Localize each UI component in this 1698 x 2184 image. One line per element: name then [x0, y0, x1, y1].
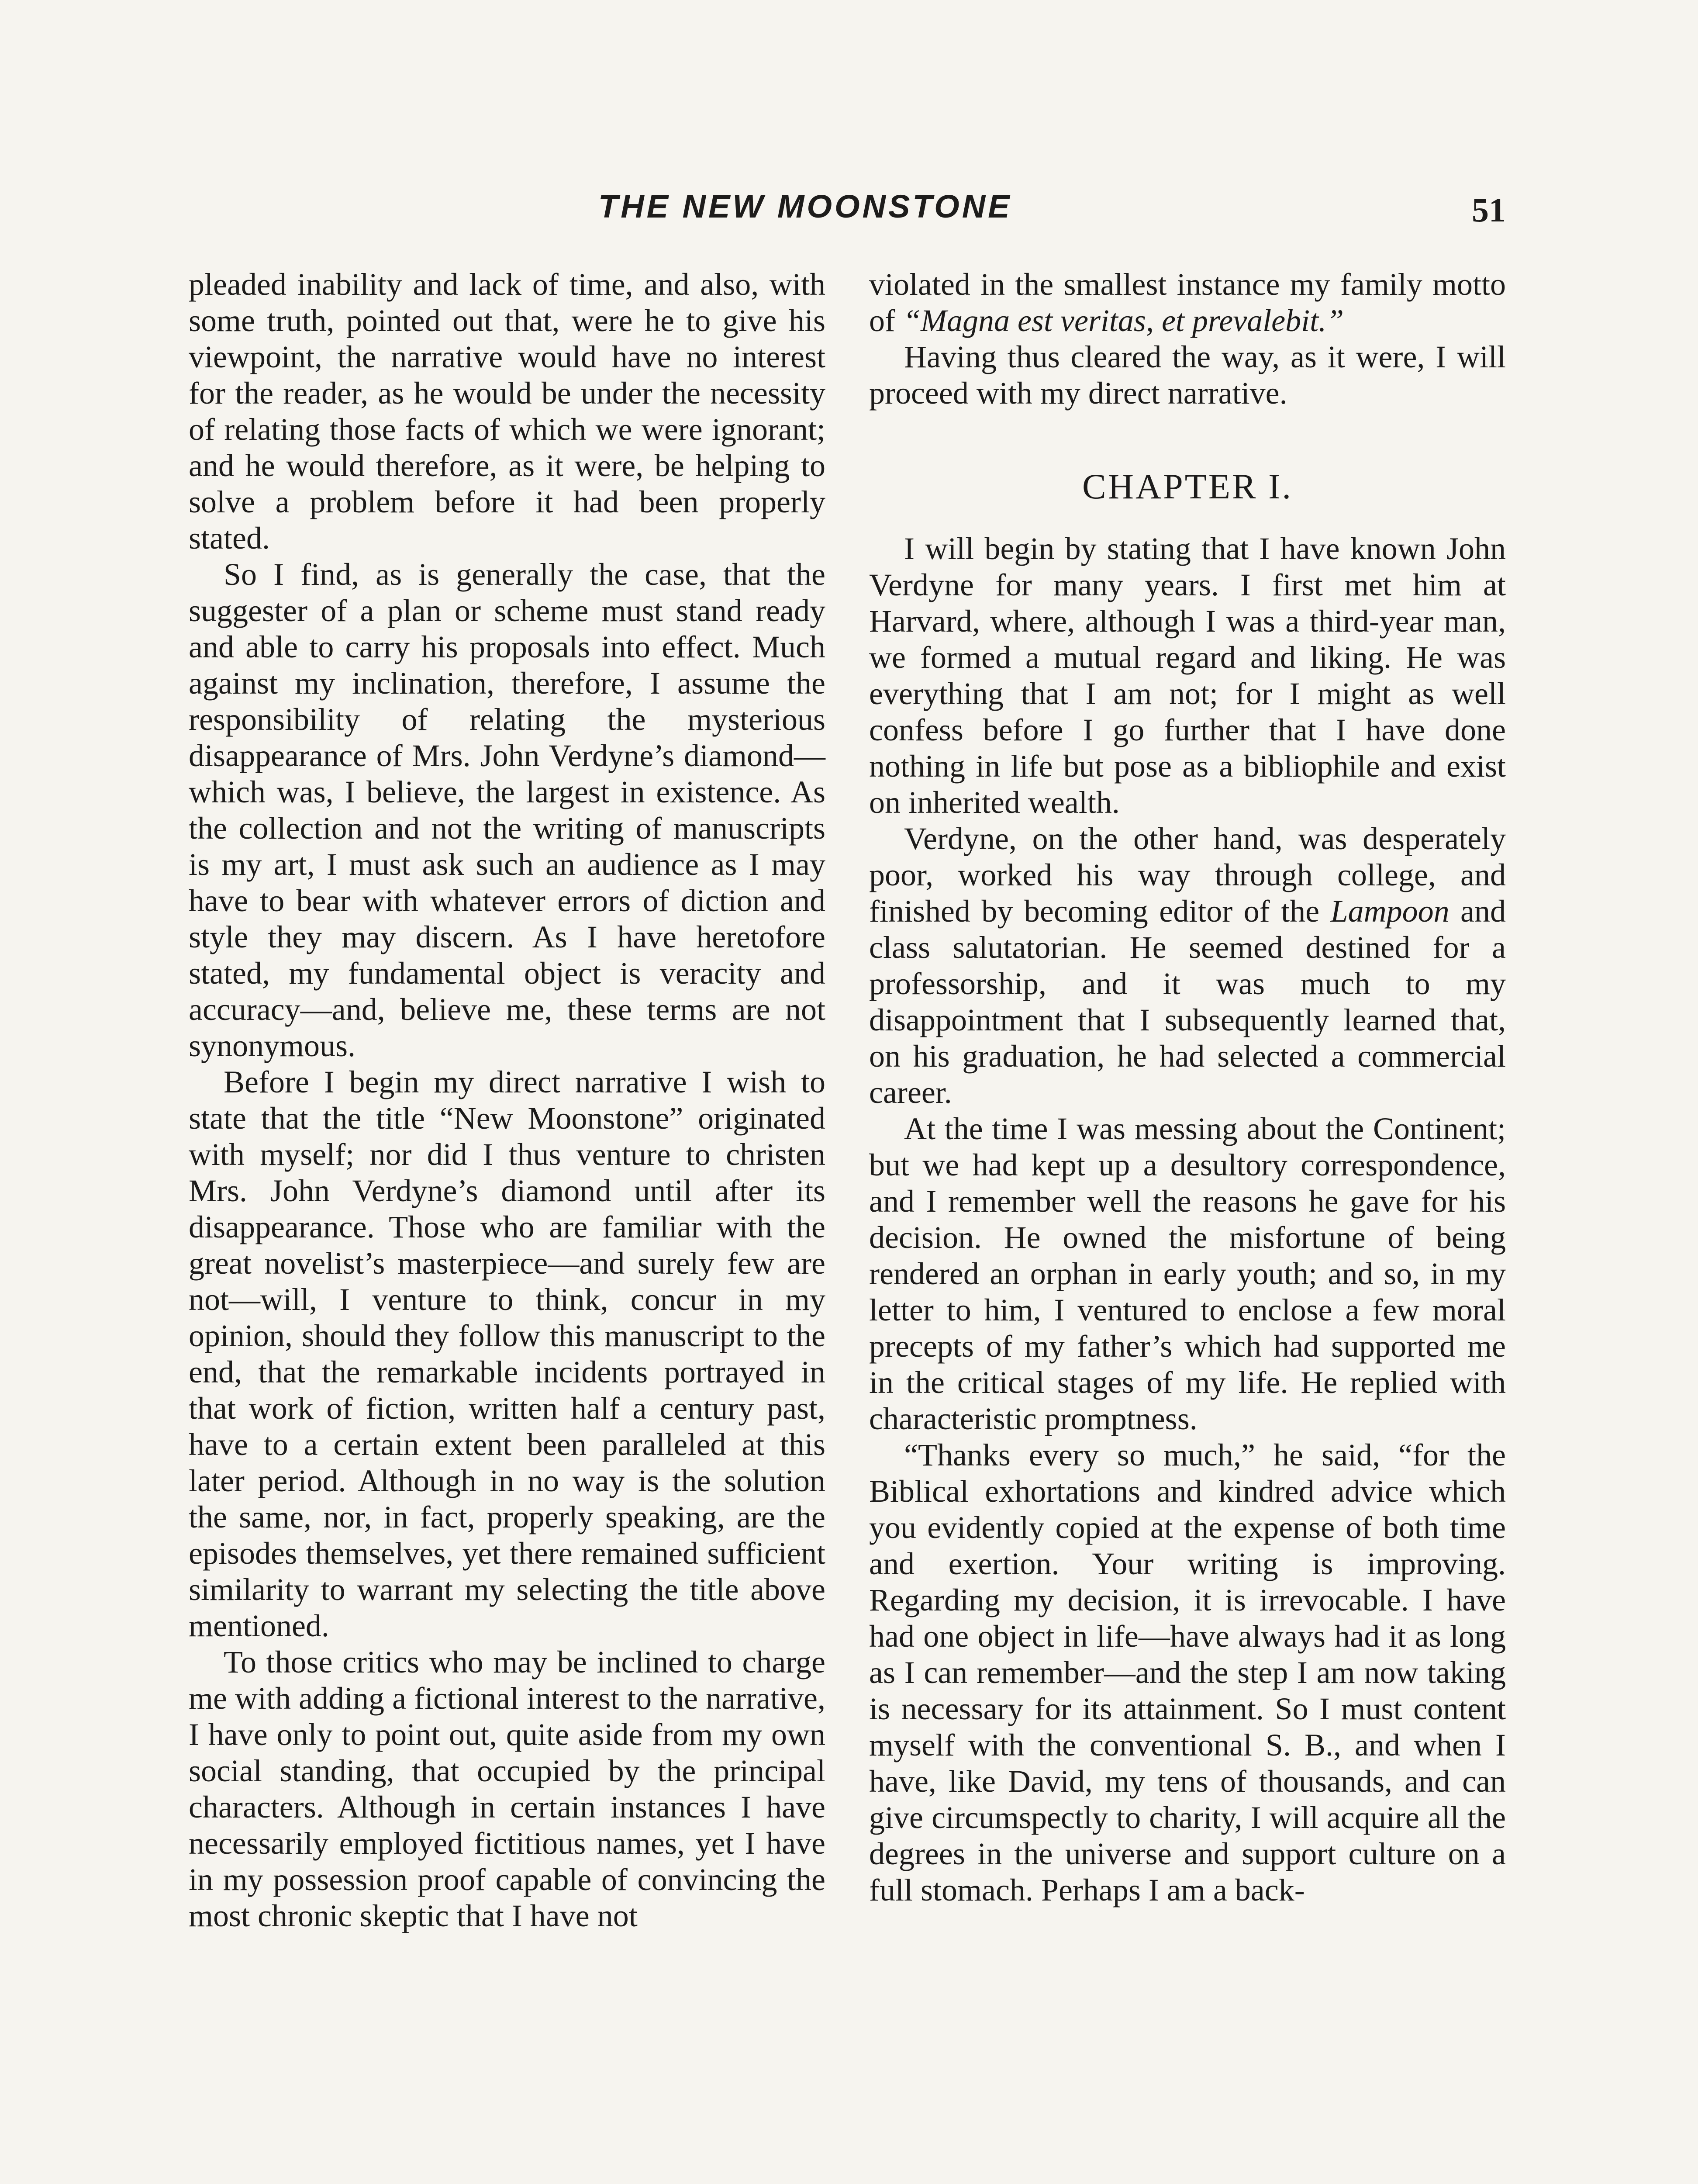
chapter-paragraph-2 [869, 821, 1506, 1111]
right-column [869, 266, 1506, 1908]
chapter-paragraph-3: At the time I was messing about the Continent; but we had kept up a desultory correspondence, and I remember well the reasons he gave for his decision. He owned the misfortune of being rendered an orphan in early youth; and so, in my letter to him, I ventured to enclose a few moral precepts of my father’s which had supported me in the critical stages of my life. He replied with characteristic promptness. [869, 1111, 1506, 1436]
chapter-paragraph-1: I will begin by stating that I have known John Verdyne for many years. I first met him at Harvard, where, although I was a third-year man, we formed a mutual regard and liking. He was everything that I am not; for I might as well confess before I go further that I have done nothing in life but pose as a bibliophile and exist on inherited wealth. [869, 531, 1506, 820]
right-paragraph-1 [869, 266, 1506, 339]
chapter-heading: CHAPTER I. [1082, 467, 1293, 506]
family-motto: “Magna est veritas, et prevalebit.” [903, 303, 1344, 338]
publication-title: Lampoon [1330, 894, 1450, 929]
paragraph-text: Verdyne, on the other hand, was desperately poor, worked his way through college, and finished by becoming editor of the [869, 821, 1506, 929]
left-paragraph-3: Before I begin my direct narrative I wish to state that the title “New Moonstone” originated with myself; nor did I thus venture to christen Mrs. John Verdyne’s diamond until after its disappearance. Those who are familiar with the great novelist’s masterpiece—and surely few are not—will, I venture to think, concur in my opinion, should they follow this manuscript to the end, that the remarkable incidents portrayed in that work of fiction, written half a century past, have to a certain extent been paralleled at this later period. Although in no way is the solution the same, nor, in fact, properly speaking, are the episodes themselves, yet there remained sufficient similarity to warrant my selecting the title above mentioned. [189, 1064, 825, 1643]
right-paragraph-2: Having thus cleared the way, as it were, I will proceed with my direct narrative. [869, 339, 1506, 411]
paragraph-text: and class salutatorian. He seemed destined for a professorship, and it was much to my disappointment that I subsequently learned that, on his graduation, he had selected a commercial career. [869, 894, 1506, 1110]
left-paragraph-4: To those critics who may be inclined to charge me with adding a fictional interest to the narrative, I have only to point out, quite aside from my own social standing, that occupied by the principal characters. Although in certain instances I have necessarily employed fictitious names, yet I have in my possession proof capable of convincing the most chronic skeptic that I have not [189, 1645, 825, 1933]
left-column [189, 266, 825, 1934]
page-number: 51 [1472, 191, 1506, 229]
continued-text: violated in the smallest instance my family motto of [869, 267, 1506, 338]
chapter-paragraph-4: “Thanks every so much,” he said, “for the Biblical exhortations and kindred advice which you evidently copied at the expense of both time and exertion. Your writing is improving. Regarding my decision, it is irrevocable. I have had one object in life—have always had it as long as I can remember—and the step I am now taking is necessary for its attainment. So I must content myself with the conventional S. B., and when I have, like David, my tens of thousands, and can give circumspectly to charity, I will acquire all the degrees in the universe and support culture on a full stomach. Perhaps I am a back- [869, 1438, 1506, 1908]
left-paragraph-2: So I find, as is generally the case, that the suggester of a plan or scheme must stand ready and able to carry his proposals into effect. Much against my inclination, therefore, I assume the responsibility of relating the mysterious disappearance of Mrs. John Verdyne’s diamond—which was, I believe, the largest in existence. As the collection and not the writing of manuscripts is my art, I must ask such an audience as I may have to bear with whatever errors of diction and style they may discern. As I have heretofore stated, my fundamental object is veracity and accuracy—and, believe me, these terms are not synonymous. [189, 557, 825, 1063]
running-title: THE NEW MOONSTONE [598, 188, 1012, 225]
left-paragraph-1: pleaded inability and lack of time, and also, with some truth, pointed out that, were he to give his viewpoint, the narrative would have no interest for the reader, as he would be under the necessity of relating those facts of which we were ignorant; and he would therefore, as it were, be helping to solve a problem before it had been properly stated. [189, 267, 825, 556]
